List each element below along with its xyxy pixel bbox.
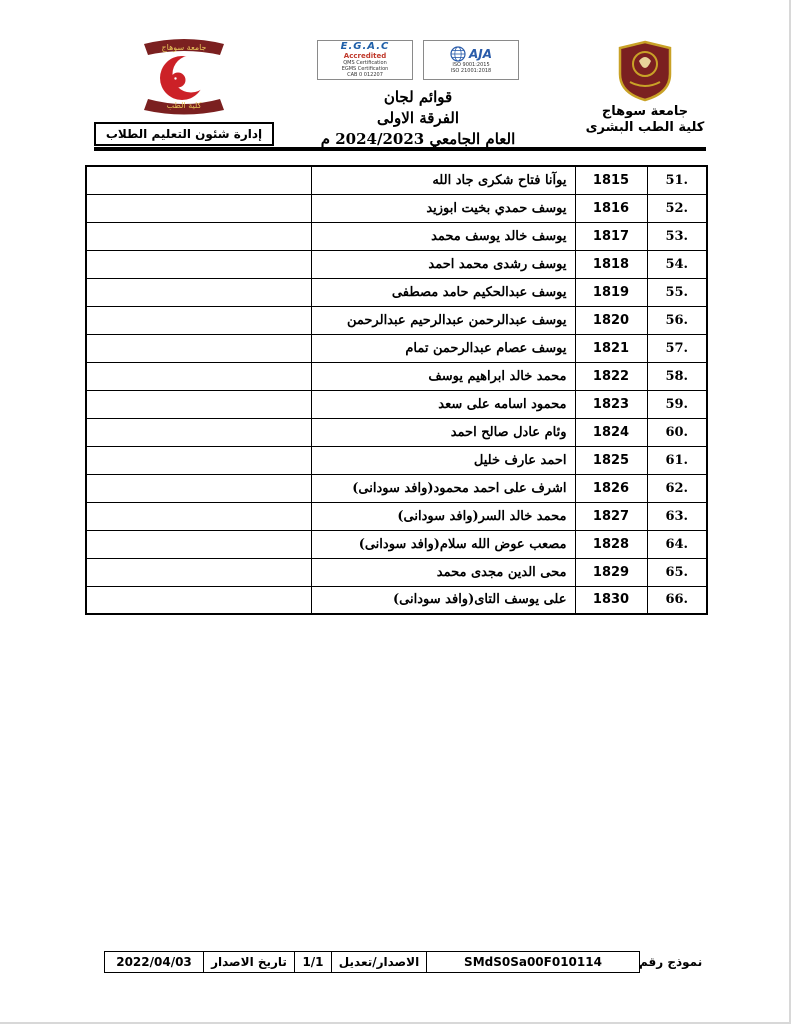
table-row: [86, 334, 707, 362]
student-name: محمود اسامه على سعد: [311, 390, 575, 418]
crescent-logo-icon: [122, 36, 246, 116]
seat-number: 1820: [575, 306, 647, 334]
empty-cell: [86, 474, 311, 502]
row-number: 64.: [647, 530, 707, 558]
student-name: يوسف عصام عبدالرحمن تمام: [311, 334, 575, 362]
seat-number: 1816: [575, 194, 647, 222]
form-code: SMdS0Sa00F010114: [426, 951, 640, 973]
row-number: 61.: [647, 446, 707, 474]
page-title: قوائم لجان: [383, 88, 453, 106]
table-row: [86, 278, 707, 306]
empty-cell: [86, 530, 311, 558]
row-number: 53.: [647, 222, 707, 250]
table-row: [86, 446, 707, 474]
aja-globe-icon: [450, 46, 466, 62]
issue-version-value: 1/1: [294, 951, 332, 973]
table-row: [86, 530, 707, 558]
grade-title: الفرقة الاولى: [376, 109, 460, 127]
seat-number: 1827: [575, 502, 647, 530]
aja-accreditation-logo: [423, 40, 519, 80]
student-name: احمد عارف خليل: [311, 446, 575, 474]
seat-number: 1823: [575, 390, 647, 418]
empty-cell: [86, 418, 311, 446]
student-table: [85, 165, 708, 615]
accreditation-logo-row: [314, 40, 522, 80]
student-name: يوسف عبدالرحمن عبدالرحيم عبدالرحمن: [311, 306, 575, 334]
department-box: إدارة شئون التعليم الطلاب: [94, 122, 274, 146]
table-row: [86, 558, 707, 586]
student-name: وئام عادل صالح احمد: [311, 418, 575, 446]
university-shield-icon: [583, 40, 707, 104]
table-row: [86, 586, 707, 614]
row-number: 55.: [647, 278, 707, 306]
student-name: على يوسف التاى(وافد سودانى): [311, 586, 575, 614]
row-number: 56.: [647, 306, 707, 334]
crescent-top-text: جامعة سوهاج: [161, 43, 207, 52]
student-name: محمد خالد ابراهيم يوسف: [311, 362, 575, 390]
empty-cell: [86, 222, 311, 250]
empty-cell: [86, 558, 311, 586]
seat-number: 1819: [575, 278, 647, 306]
row-number: 52.: [647, 194, 707, 222]
crescent-bottom-text: كلية الطب: [166, 101, 202, 110]
row-number: 65.: [647, 558, 707, 586]
issue-date-label: تاريخ الاصدار: [203, 951, 295, 973]
empty-cell: [86, 166, 311, 194]
aja-iso-line1: ISO 9001:2015: [452, 62, 490, 68]
form-number-label: نموذج رقم: [639, 955, 703, 969]
seat-number: 1821: [575, 334, 647, 362]
empty-cell: [86, 250, 311, 278]
row-number: 62.: [647, 474, 707, 502]
table-row: [86, 390, 707, 418]
student-name: محمد خالد السر(وافد سودانى): [311, 502, 575, 530]
empty-cell: [86, 334, 311, 362]
issue-date-value: 2022/04/03: [104, 951, 204, 973]
row-number: 59.: [647, 390, 707, 418]
seat-number: 1817: [575, 222, 647, 250]
table-row: [86, 166, 707, 194]
row-number: 60.: [647, 418, 707, 446]
student-name: يوآنا فتاح شكرى جاد الله: [311, 166, 575, 194]
table-row: [86, 474, 707, 502]
row-number: 54.: [647, 250, 707, 278]
table-row: [86, 362, 707, 390]
department-logo-block: [94, 36, 274, 146]
empty-cell: [86, 278, 311, 306]
egac-cert-line3: CAB 0 012207: [347, 72, 383, 78]
empty-cell: [86, 362, 311, 390]
table-row: [86, 306, 707, 334]
row-number: 66.: [647, 586, 707, 614]
table-row: [86, 502, 707, 530]
empty-cell: [86, 390, 311, 418]
student-name: مصعب عوض الله سلام(وافد سودانى): [311, 530, 575, 558]
egac-name-text: E.G.A.C: [340, 41, 390, 52]
header-divider: [94, 147, 706, 151]
student-table-body: [86, 166, 707, 614]
student-name: اشرف على احمد محمود(وافد سودانى): [311, 474, 575, 502]
empty-cell: [86, 502, 311, 530]
table-row: [86, 250, 707, 278]
seat-number: 1826: [575, 474, 647, 502]
student-name: يوسف خالد يوسف محمد: [311, 222, 575, 250]
row-number: 63.: [647, 502, 707, 530]
empty-cell: [86, 586, 311, 614]
seat-number: 1830: [575, 586, 647, 614]
table-row: [86, 222, 707, 250]
aja-name-text: AJA: [468, 47, 493, 61]
faculty-name: كلية الطب البشرى: [585, 120, 705, 135]
seat-number: 1828: [575, 530, 647, 558]
aja-iso-line2: ISO 21001:2018: [450, 68, 492, 74]
student-name: يوسف رشدى محمد احمد: [311, 250, 575, 278]
seat-number: 1825: [575, 446, 647, 474]
seat-number: 1824: [575, 418, 647, 446]
egac-accreditation-logo: [317, 40, 413, 80]
student-name: محى الدين مجدى محمد: [311, 558, 575, 586]
academic-year-title: العام الجامعي 2024/2023 م: [320, 130, 516, 148]
university-name: جامعة سوهاج: [601, 104, 689, 119]
student-name: يوسف عبدالحكيم حامد مصطفى: [311, 278, 575, 306]
empty-cell: [86, 446, 311, 474]
empty-cell: [86, 194, 311, 222]
row-number: 58.: [647, 362, 707, 390]
row-number: 57.: [647, 334, 707, 362]
row-number: 51.: [647, 166, 707, 194]
seat-number: 1822: [575, 362, 647, 390]
empty-cell: [86, 306, 311, 334]
student-name: يوسف حمدي بخيت ابوزيد: [311, 194, 575, 222]
document-titles: [314, 87, 522, 150]
issue-version-label: الاصدار/تعديل: [331, 951, 427, 973]
university-logo-block: [583, 40, 707, 136]
seat-number: 1818: [575, 250, 647, 278]
egac-accredited-text: Accredited: [343, 52, 387, 60]
form-footer: [104, 951, 709, 973]
header-center-block: [314, 40, 522, 150]
seat-number: 1829: [575, 558, 647, 586]
table-row: [86, 418, 707, 446]
egac-cert-line1: QMS Certification: [343, 60, 387, 66]
seat-number: 1815: [575, 166, 647, 194]
egac-cert-line2: EGMS Certification: [341, 66, 389, 72]
table-row: [86, 194, 707, 222]
